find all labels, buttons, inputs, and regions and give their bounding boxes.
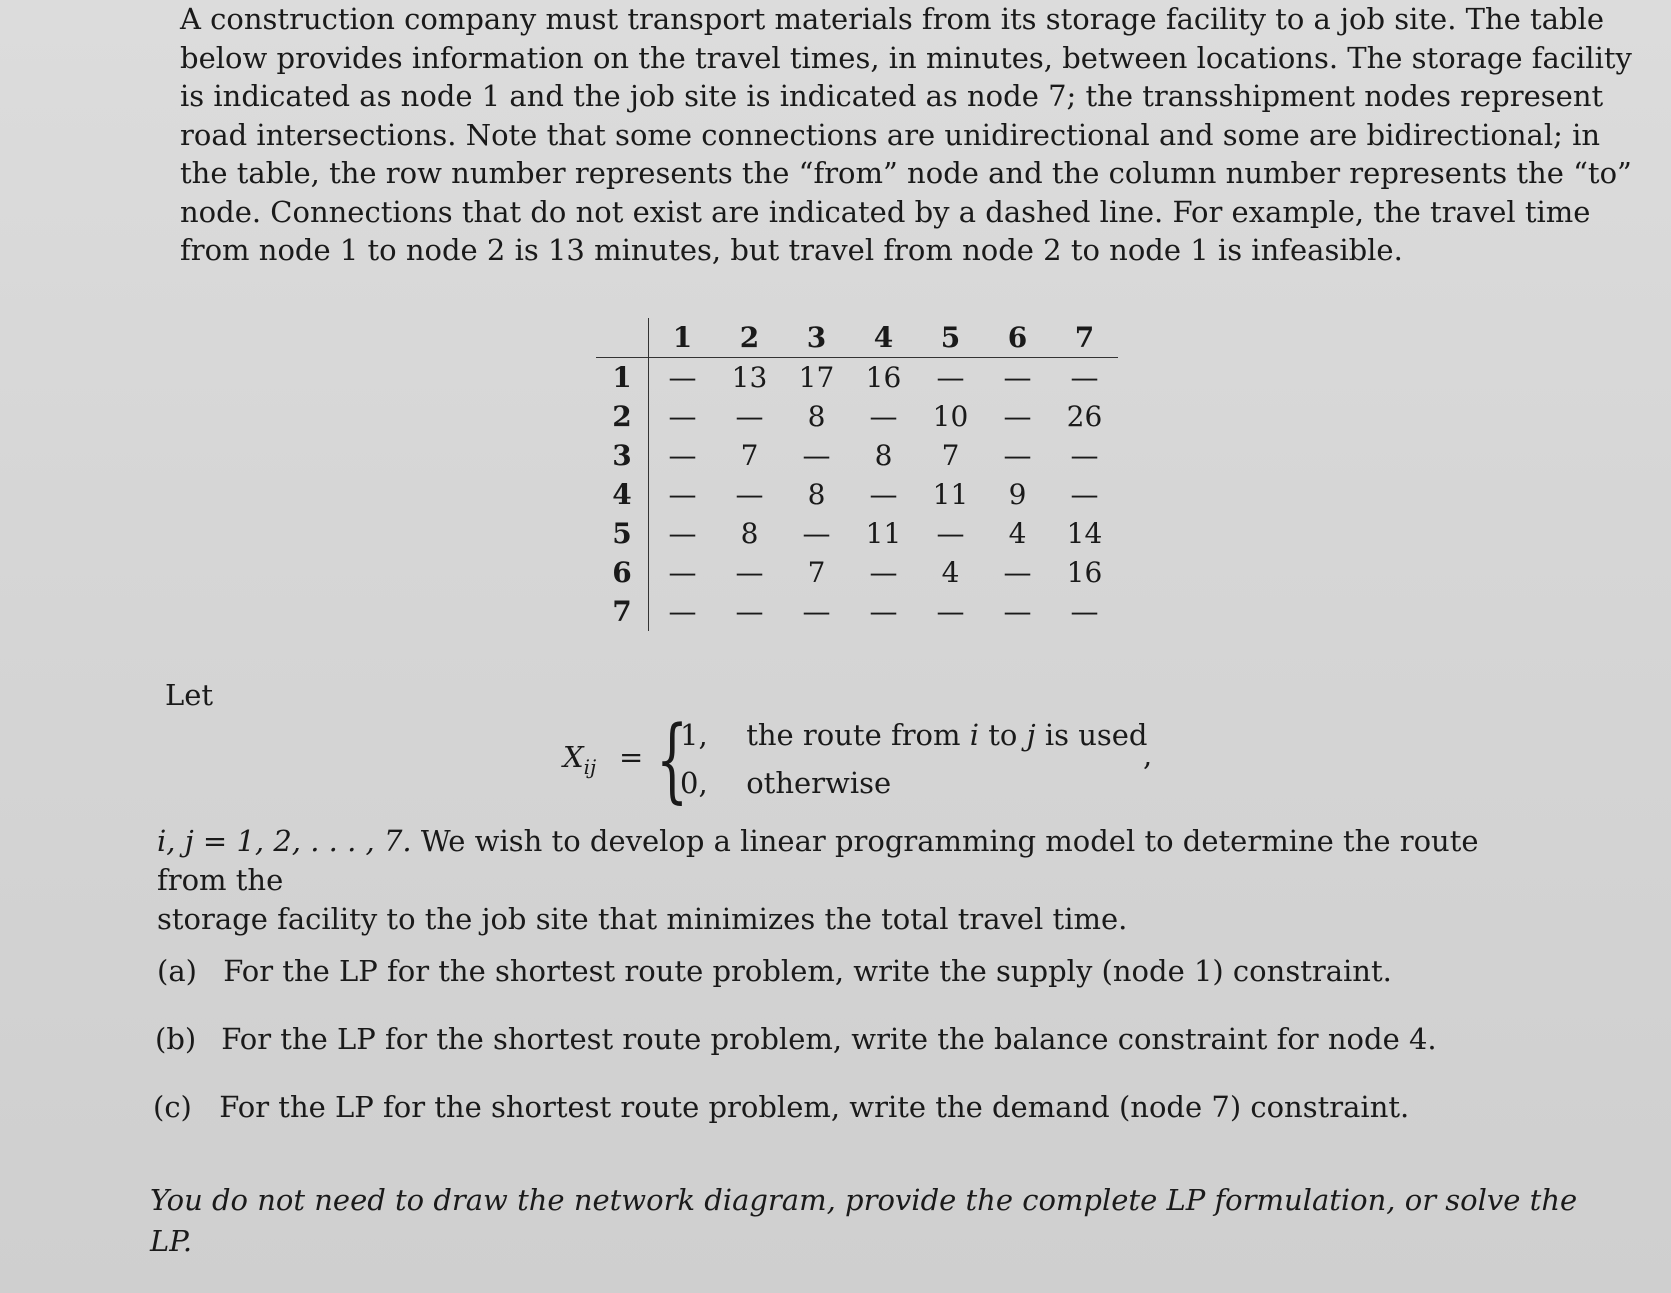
table-cell: —	[936, 595, 965, 628]
table-header-row	[596, 318, 1118, 358]
row-header: 1	[596, 358, 649, 398]
table-cell: 10	[932, 400, 969, 433]
table-cell: 17	[798, 361, 835, 394]
table-cell: 8	[807, 478, 826, 511]
table-cell: —	[869, 556, 898, 589]
left-brace-icon: {	[656, 706, 689, 813]
table-cell: 7	[807, 556, 826, 589]
column-header: 7	[1051, 318, 1118, 358]
variable-definition	[563, 706, 1163, 814]
table-cell: —	[668, 361, 697, 394]
table-cell: 11	[865, 517, 902, 550]
table-cell: —	[1070, 478, 1099, 511]
table-cell: 4	[1008, 517, 1027, 550]
column-header: 6	[984, 318, 1051, 358]
table-row	[596, 358, 1118, 398]
table-cell: —	[1003, 361, 1032, 394]
objective-paragraph	[157, 822, 1557, 939]
equals-sign: =	[619, 740, 644, 774]
table-cell: —	[802, 595, 831, 628]
case-text: to	[988, 718, 1018, 752]
table-cell: —	[802, 517, 831, 550]
column-header: 1	[649, 318, 717, 358]
paragraph-text: storage facility to the job site that minimizes the total travel time.	[157, 902, 1128, 936]
intro-line: road intersections. Note that some connections are unidirectional and some are bidirectional; in	[180, 117, 1601, 152]
index-range-math: i, j = 1, 2, . . . , 7.	[157, 824, 412, 858]
table-cell: 7	[941, 439, 960, 472]
column-header: 4	[850, 318, 917, 358]
case-value: 1,	[680, 718, 708, 752]
question-text: For the LP for the shortest route problem, write the supply (node 1) constraint.	[223, 954, 1392, 988]
table-cell: 8	[740, 517, 759, 550]
case-text: the route from	[746, 718, 961, 752]
table-cell: —	[936, 361, 965, 394]
row-header: 4	[596, 475, 649, 514]
table-cell: —	[735, 478, 764, 511]
note-line: You do not need to draw the network diagram, provide the complete LP formulation, or solve the	[150, 1183, 1578, 1217]
table-cell: 13	[731, 361, 768, 394]
intro-line: the table, the row number represents the “from” node and the column number represents the “to”	[180, 156, 1632, 190]
question-text: For the LP for the shortest route problem, write the demand (node 7) constraint.	[219, 1090, 1410, 1124]
table-cell: —	[668, 439, 697, 472]
table-cell: 4	[941, 556, 960, 589]
intro-line: A construction company must transport materials from its storage facility to a job site. The table	[180, 2, 1605, 36]
question-text: For the LP for the shortest route problem, write the balance constraint for node 4.	[221, 1022, 1437, 1056]
question-b	[155, 1022, 1437, 1056]
table-cell: —	[1070, 439, 1099, 472]
variable-name: X	[563, 740, 584, 774]
table-corner-cell	[596, 318, 649, 358]
case-used	[680, 718, 1147, 752]
table-row	[596, 436, 1118, 475]
table-cell: —	[1003, 556, 1032, 589]
table-cell: —	[869, 400, 898, 433]
table-row	[596, 553, 1118, 592]
travel-time-table	[596, 318, 1118, 631]
question-label: (b)	[155, 1022, 197, 1056]
variable-subscript: ij	[583, 754, 597, 779]
case-text: otherwise	[746, 766, 892, 800]
intro-paragraph	[180, 0, 1632, 270]
table-cell: —	[1003, 439, 1032, 472]
table-cell: —	[735, 595, 764, 628]
table-cell: 16	[865, 361, 902, 394]
table-row	[596, 592, 1118, 631]
table-row	[596, 514, 1118, 553]
question-label: (a)	[157, 954, 197, 988]
intro-line: below provides information on the travel times, in minutes, between locations. The storage facility	[180, 40, 1632, 75]
table-cell: —	[802, 439, 831, 472]
table-cell: —	[668, 556, 697, 589]
table-row	[596, 475, 1118, 514]
table-cell: 8	[807, 400, 826, 433]
question-c	[153, 1090, 1409, 1124]
row-header: 5	[596, 514, 649, 553]
intro-line: is indicated as node 1 and the job site is indicated as node 7; the transshipment nodes represent	[180, 79, 1604, 113]
table-cell: 11	[932, 478, 969, 511]
question-label: (c)	[153, 1090, 192, 1124]
table-cell: —	[668, 478, 697, 511]
table-cell: —	[1003, 595, 1032, 628]
intro-line: node. Connections that do not exist are indicated by a dashed line. For example, the travel time	[180, 194, 1591, 229]
case-otherwise	[680, 766, 891, 800]
table-cell: —	[936, 517, 965, 550]
table-cell: —	[1070, 595, 1099, 628]
table-cell: 16	[1066, 556, 1103, 589]
table-cell: —	[735, 556, 764, 589]
table-cell: —	[869, 478, 898, 511]
note-line: LP.	[150, 1224, 193, 1258]
column-header: 5	[917, 318, 984, 358]
row-header: 6	[596, 553, 649, 592]
table-cell: 8	[874, 439, 893, 472]
paragraph-text: We wish to develop a linear programming model to determine the route from the	[157, 824, 1479, 897]
row-header: 3	[596, 436, 649, 475]
let-label: Let	[165, 678, 214, 712]
index-j: j	[1026, 718, 1036, 752]
table-cell: —	[1003, 400, 1032, 433]
case-text: is used	[1044, 718, 1148, 752]
table-cell: 26	[1066, 400, 1103, 433]
index-i: i	[969, 718, 980, 752]
row-header: 2	[596, 397, 649, 436]
table-cell: —	[735, 400, 764, 433]
table-cell: —	[869, 595, 898, 628]
column-header: 3	[783, 318, 850, 358]
row-header: 7	[596, 592, 649, 631]
table-cell: —	[668, 517, 697, 550]
table-cell: —	[1070, 361, 1099, 394]
column-header: 2	[716, 318, 783, 358]
table-cell: —	[668, 595, 697, 628]
table-cell: —	[668, 400, 697, 433]
case-value: 0,	[680, 766, 708, 800]
intro-line: from node 1 to node 2 is 13 minutes, but travel from node 2 to node 1 is infeasible.	[180, 233, 1403, 267]
trailing-comma: ,	[1143, 738, 1153, 772]
closing-note	[150, 1180, 1578, 1262]
table-cell: 14	[1066, 517, 1103, 550]
table-cell: 9	[1008, 478, 1027, 511]
table-cell: 7	[740, 439, 759, 472]
table-row	[596, 397, 1118, 436]
variable-symbol	[563, 740, 596, 779]
question-a	[157, 954, 1392, 988]
